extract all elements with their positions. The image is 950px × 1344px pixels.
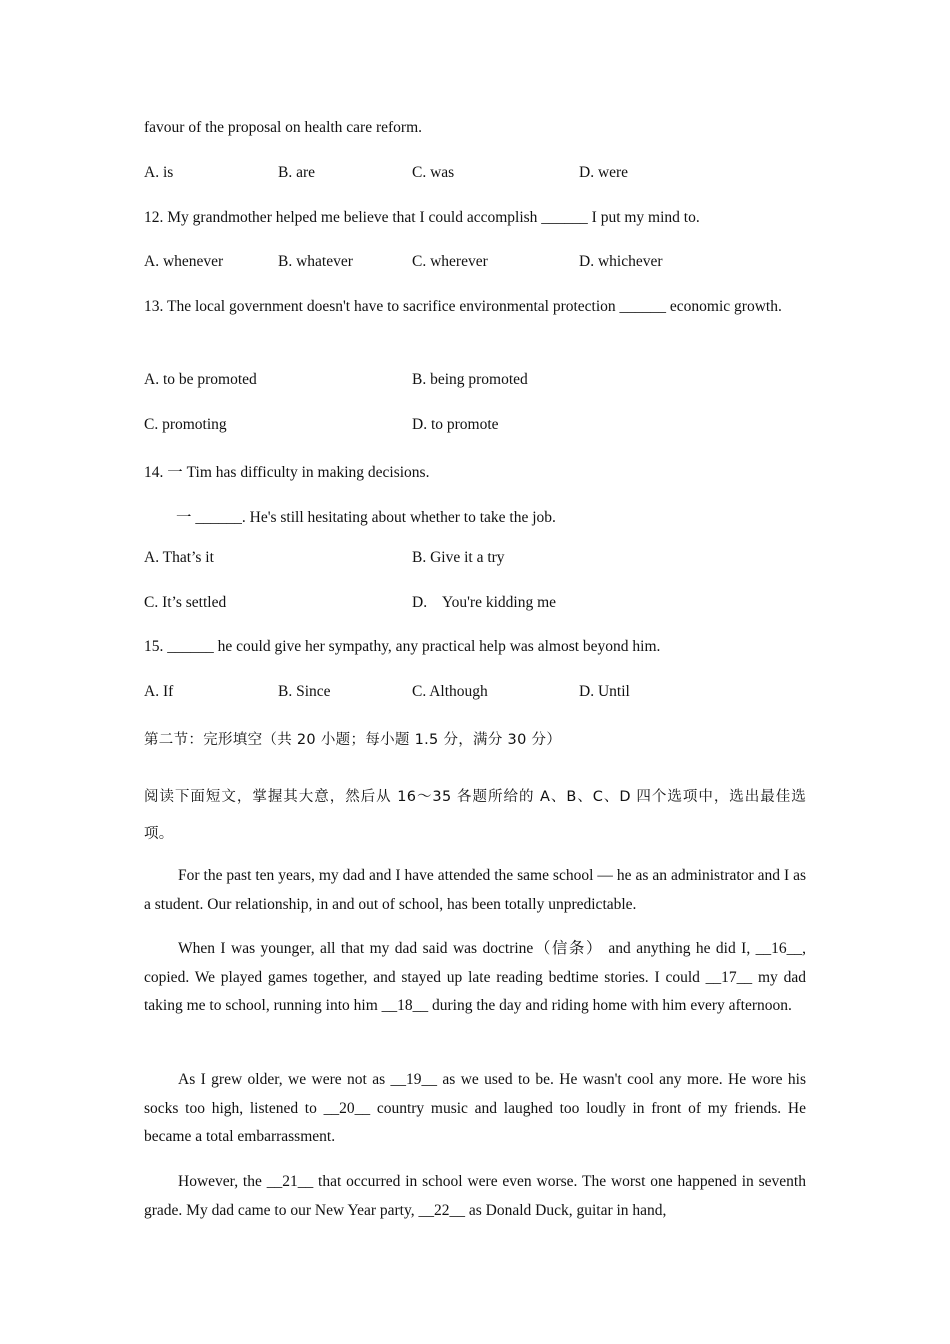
q15-stem: 15. ______ he could give her sympathy, any practical help was almost beyond him.: [144, 638, 661, 655]
q14-option-c: C. It’s settled: [144, 594, 227, 611]
passage-paragraph-2: When I was younger, all that my dad said was doctrine（信条） and anything he did I, __16__, copied. We played games together, and stayed up late reading bedtime stories. I could __17__ my dad taking me to school, running into him __18__ during the day and riding home with him every afternoon.: [144, 940, 806, 1015]
q14-option-d: D. You're kidding me: [412, 594, 557, 611]
q15-option-b: B. Since: [278, 683, 331, 700]
q12-stem: 12. My grandmother helped me believe that I could accomplish ______ I put my mind to.: [144, 209, 700, 226]
section-heading: 第二节：完形填空（共 20 小题；每小题 1.5 分，满分 30 分）: [144, 732, 562, 748]
section-instructions: 阅读下面短文，掌握其大意，然后从 16～35 各题所给的 A、B、C、D 四个选项中，选出最佳选项。: [144, 789, 806, 842]
q12-option-d: D. whichever: [579, 253, 663, 270]
q12-option-b: B. whatever: [278, 253, 353, 270]
q15-option-c: C. Although: [412, 683, 488, 700]
q14-dialogue-line-1: 14. 一 Tim has difficulty in making decisions.: [144, 464, 430, 481]
q11-option-a: A. is: [144, 164, 174, 181]
q13-option-a: A. to be promoted: [144, 371, 257, 388]
q11-option-d: D. were: [579, 164, 629, 181]
q12-option-c: C. wherever: [412, 253, 488, 270]
q13-option-b: B. being promoted: [412, 371, 528, 388]
q13-stem: 13. The local government doesn't have to sacrifice environmental protection ______ economic growth.: [144, 298, 782, 315]
q14-option-b: B. Give it a try: [412, 549, 505, 566]
q14-dialogue-line-2: 一 ______. He's still hesitating about whether to take the job.: [176, 509, 556, 526]
q11-option-c: C. was: [412, 164, 455, 181]
q11-option-b: B. are: [278, 164, 316, 181]
q12-option-a: A. whenever: [144, 253, 224, 270]
passage-paragraph-3: As I grew older, we were not as __19__ as we used to be. He wasn't cool any more. He wore his socks too high, listened to __20__ country music and laughed too loudly in front of my friends. He became a total embarrassment.: [144, 1071, 806, 1146]
q13-option-c: C. promoting: [144, 416, 227, 433]
q15-option-d: D. Until: [579, 683, 630, 700]
q15-option-a: A. If: [144, 683, 174, 700]
q14-option-a: A. That’s it: [144, 549, 214, 566]
passage-paragraph-4: However, the __21__ that occurred in school were even worse. The worst one happened in seventh grade. My dad came to our New Year party, __22__ as Donald Duck, guitar in hand,: [144, 1173, 806, 1219]
q11-stem-tail: favour of the proposal on health care reform.: [144, 119, 423, 136]
q13-option-d: D. to promote: [412, 416, 499, 433]
passage-paragraph-1: For the past ten years, my dad and I have attended the same school — he as an administrator and I as a student. Our relationship, in and out of school, has been totally unpredictable.: [144, 867, 806, 913]
